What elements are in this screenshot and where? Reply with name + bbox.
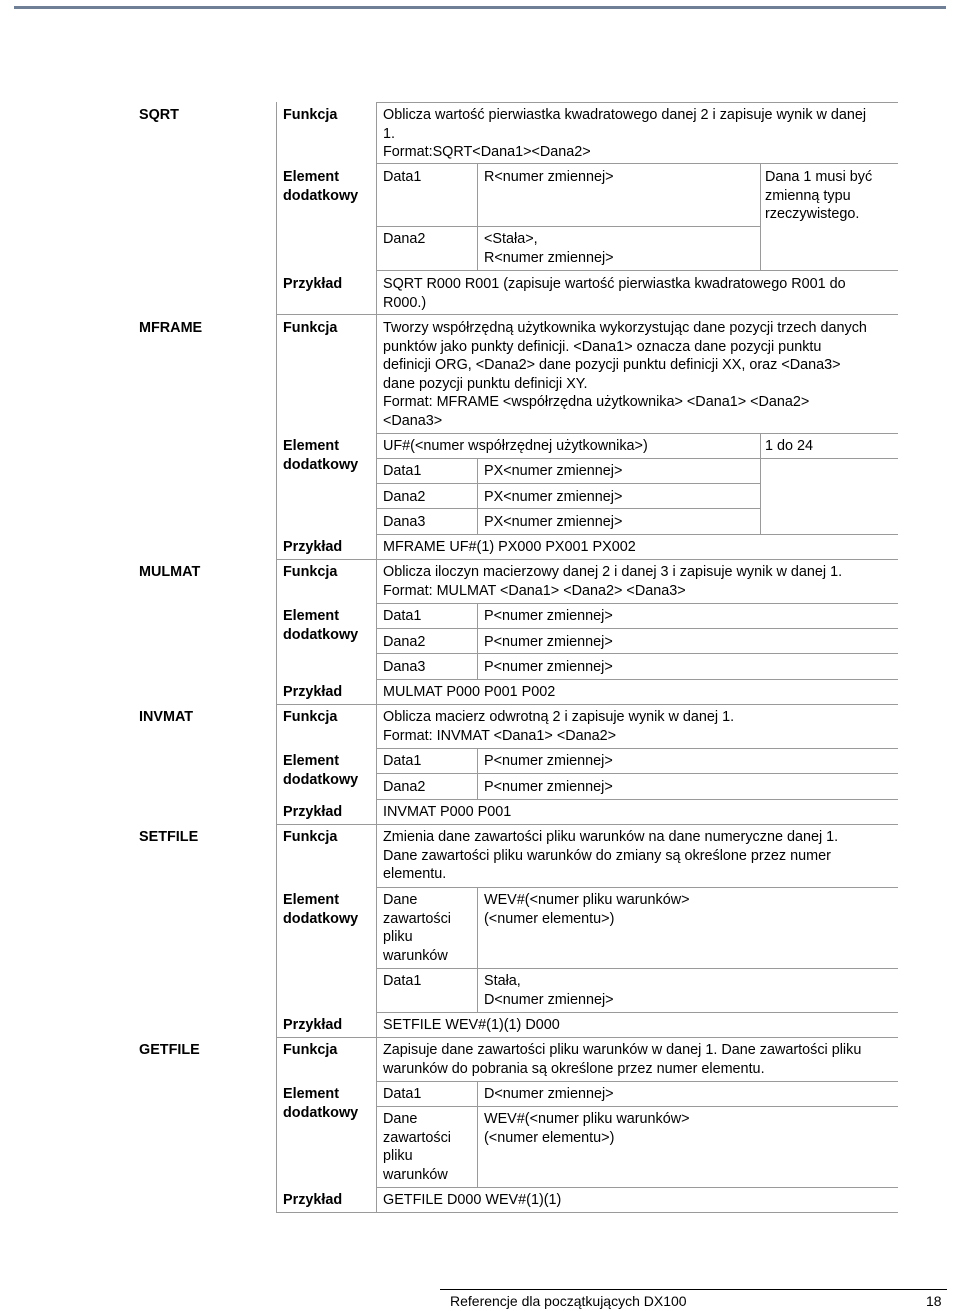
param-value: PX<numer zmiennej> — [484, 514, 623, 530]
section-name: SETFILE — [139, 829, 199, 845]
param-name: Dana2 — [383, 779, 426, 795]
param-value: Stała, D<numer zmiennej> — [484, 973, 614, 1008]
funkcja-label: Funkcja — [283, 1042, 338, 1058]
param-name: Data1 — [383, 463, 422, 479]
funkcja-text: Tworzy współrzędną użytkownika wykorzystując dane pozycji trzech danych punktów jako punkty definicji. <Dana1> oznacza dane pozycji punktu definicji ORG, <Dana2> dane pozycji punktu definicji XX, oraz <Dana3> dane pozycji punktu definicji XY. Format: MFRAME <współrzędna użytkownika> <Dana1> <Dana2> <Dana3> — [383, 320, 867, 429]
param-value: WEV#(<numer pliku warunków> (<numer elementu>) — [484, 892, 690, 927]
uf-value: UF#(<numer współrzędnej użytkownika>) — [383, 438, 648, 454]
section-name: MULMAT — [139, 564, 201, 580]
przyklad-label: Przykład — [283, 1192, 343, 1208]
param-name: Dana2 — [383, 489, 426, 505]
element-label: Element dodatkowy — [283, 1086, 359, 1121]
przyklad-text: MFRAME UF#(1) PX000 PX001 PX002 — [383, 539, 636, 555]
przyklad-text: INVMAT P000 P001 — [383, 804, 512, 820]
funkcja-text: Zapisuje dane zawartości pliku warunków w danej 1. Dane zawartości pliku warunków do pobrania są określone przez numer elementu. — [383, 1042, 862, 1077]
param-name: Data1 — [383, 608, 422, 624]
param-value: PX<numer zmiennej> — [484, 463, 623, 479]
funkcja-text: Zmienia dane zawartości pliku warunków na dane numeryczne danej 1. Dane zawartości pliku warunków do zmiany są określone przez numer elementu. — [383, 829, 839, 882]
element-label: Element dodatkowy — [283, 169, 359, 204]
param-value: P<numer zmiennej> — [484, 753, 613, 769]
param-name: Dana3 — [383, 659, 426, 675]
przyklad-text: SQRT R000 R001 (zapisuje wartość pierwiastka kwadratowego R001 do R000.) — [383, 276, 846, 311]
element-label: Element dodatkowy — [283, 892, 359, 927]
param-value: D<numer zmiennej> — [484, 1086, 614, 1102]
przyklad-label: Przykład — [283, 804, 343, 820]
param-name: Data1 — [383, 973, 422, 989]
funkcja-label: Funkcja — [283, 320, 338, 336]
uf-note: 1 do 24 — [765, 438, 814, 454]
element-label: Element dodatkowy — [283, 608, 359, 643]
section-name: GETFILE — [139, 1042, 200, 1058]
param-value: R<numer zmiennej> — [484, 169, 614, 185]
header-bar — [14, 6, 946, 9]
funkcja-text: Oblicza macierz odwrotną 2 i zapisuje wynik w danej 1. Format: INVMAT <Dana1> <Dana2> — [383, 709, 735, 744]
przyklad-label: Przykład — [283, 1017, 343, 1033]
footer-title: Referencje dla początkujących DX100 — [450, 1293, 687, 1309]
param-value: <Stała>, R<numer zmiennej> — [484, 231, 614, 266]
funkcja-text: Oblicza wartość pierwiastka kwadratowego danej 2 i zapisuje wynik w danej 1. Format:SQRT<Dana1><Dana2> — [383, 107, 867, 160]
param-name: Dane zawartości pliku warunków — [383, 892, 451, 964]
param-name: Data1 — [383, 169, 422, 185]
section-name: MFRAME — [139, 320, 203, 336]
funkcja-label: Funkcja — [283, 709, 338, 725]
param-name: Dana2 — [383, 634, 426, 650]
param-name: Data1 — [383, 753, 422, 769]
param-value: WEV#(<numer pliku warunków> (<numer elementu>) — [484, 1111, 690, 1146]
funkcja-label: Funkcja — [283, 829, 338, 845]
param-name: Dana2 — [383, 231, 426, 247]
przyklad-label: Przykład — [283, 684, 343, 700]
element-label: Element dodatkowy — [283, 753, 359, 788]
page-number: 18 — [926, 1293, 942, 1309]
param-value: P<numer zmiennej> — [484, 659, 613, 675]
przyklad-label: Przykład — [283, 539, 343, 555]
footer-rule — [440, 1289, 947, 1290]
funkcja-label: Funkcja — [283, 564, 338, 580]
funkcja-label: Funkcja — [283, 107, 338, 123]
przyklad-label: Przykład — [283, 276, 343, 292]
param-name: Data1 — [383, 1086, 422, 1102]
section-name: SQRT — [139, 107, 179, 123]
param-value: PX<numer zmiennej> — [484, 489, 623, 505]
param-name: Dana3 — [383, 514, 426, 530]
param-value: P<numer zmiennej> — [484, 608, 613, 624]
element-label: Element dodatkowy — [283, 438, 359, 473]
section-name: INVMAT — [139, 709, 194, 725]
param-value: P<numer zmiennej> — [484, 779, 613, 795]
funkcja-text: Oblicza iloczyn macierzowy danej 2 i danej 3 i zapisuje wynik w danej 1. Format: MULMAT <Dana1> <Dana2> <Dana3> — [383, 564, 843, 599]
param-name: Dane zawartości pliku warunków — [383, 1111, 451, 1183]
param-note: Dana 1 musi być zmienną typu rzeczywistego. — [765, 169, 873, 222]
przyklad-text: MULMAT P000 P001 P002 — [383, 684, 556, 700]
przyklad-text: SETFILE WEV#(1)(1) D000 — [383, 1017, 560, 1033]
przyklad-text: GETFILE D000 WEV#(1)(1) — [383, 1192, 562, 1208]
param-value: P<numer zmiennej> — [484, 634, 613, 650]
